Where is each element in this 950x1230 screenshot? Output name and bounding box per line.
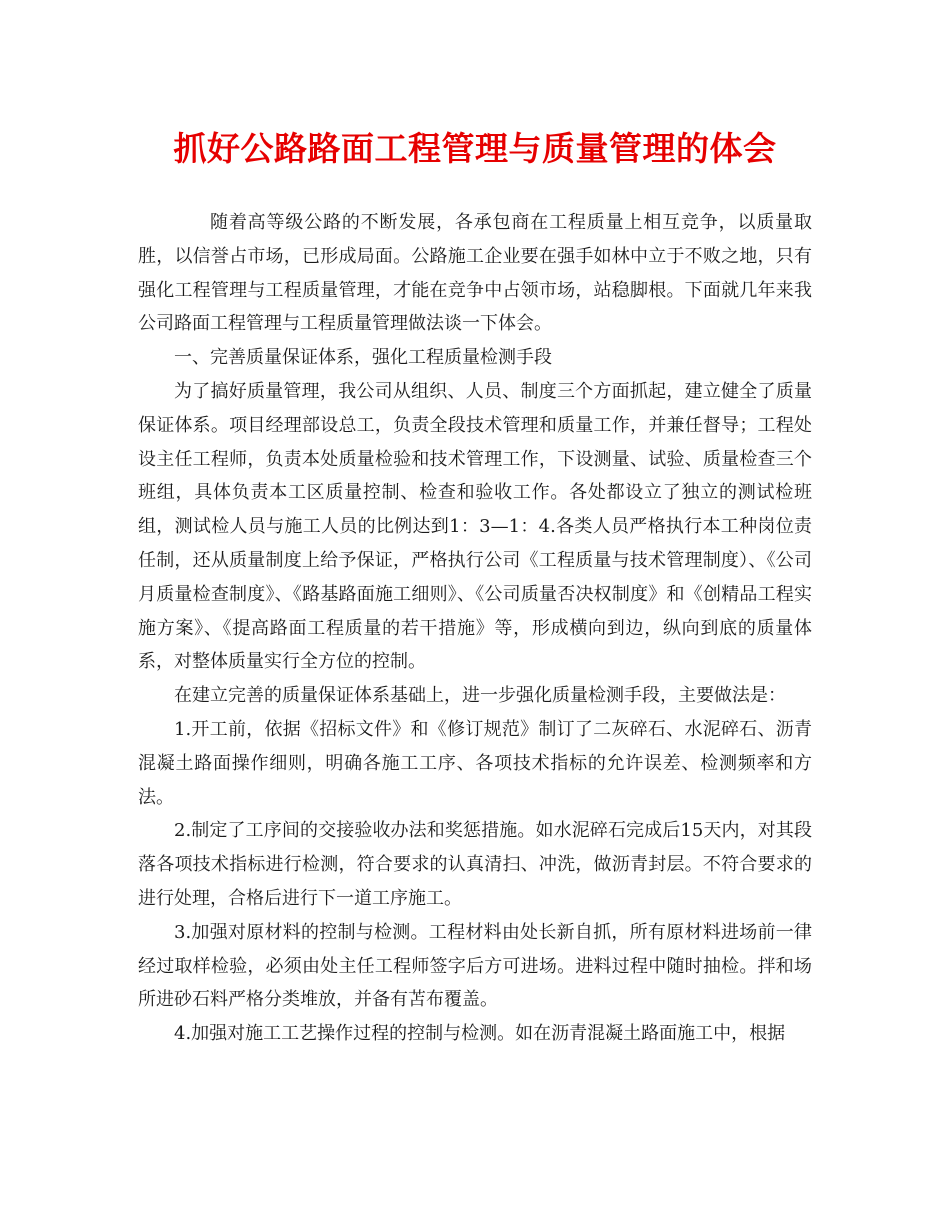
body-paragraph: 为了搞好质量管理，我公司从组织、人员、制度三个方面抓起，建立健全了质量保证体系。项目经理部设总工，负责全段技术管理和质量工作，并兼任督导；工程处设主任工程师，负责本处质量检验和技术管理工作，下设测量、试验、质量检查三个班组，具体负责本工区质量控制、检查和验收工作。各处都设立了独立的测试检班组，测试检人员与施工人员的比例达到1：3—1：4.各类人员严格执行本工种岗位责任制，还从质量制度上给予保证，严格执行公司《工程质量与技术管理制度）、《公司月质量检查制度》、《路基路面施工细则》、《公司质量否决权制度》和《创精品工程实施方案》、《提高路面工程质量的若干措施》等，形成横向到边，纵向到底的质量体系，对整体质量实行全方位的控制。 xyxy=(138,380,812,673)
intro-paragraph: 随着高等级公路的不断发展，各承包商在工程质量上相互竞争，以质量取胜，以信誉占市场，已形成局面。公路施工企业要在强手如林中立于不败之地，只有强化工程管理与工程质量管理，才能在竞争中占领市场，站稳脚根。下面就几年来我公司路面工程管理与工程质量管理做法谈一下体会。 xyxy=(138,212,812,335)
body-paragraph: 在建立完善的质量保证体系基础上，进一步强化质量检测手段，主要做法是： xyxy=(174,685,786,707)
section-heading: 一、完善质量保证体系，强化工程质量检测手段 xyxy=(174,347,552,369)
list-item-3: 3.加强对原材料的控制与检测。工程材料由处长新自抓，所有原材料进场前一律经过取样检验，必须由处主任工程师签字后方可进场。进料过程中随时抽检。拌和场所进砂石料严格分类堆放，并备有苫布覆盖。 xyxy=(138,921,812,1011)
list-item-4: 4.加强对施工工艺操作过程的控制与检测。如在沥青混凝土路面施工中，根据 xyxy=(174,1023,786,1045)
document-title: 抓好公路路面工程管理与质量管理的体会 xyxy=(173,129,777,168)
list-item-2: 2.制定了工序间的交接验收办法和奖惩措施。如水泥碎石完成后15天内，对其段落各项技术指标进行检测，符合要求的认真清扫、冲洗，做沥青封层。不符合要求的进行处理，合格后进行下一道工序施工。 xyxy=(138,820,812,909)
list-item-1: 1.开工前，依据《招标文件》和《修订规范》制订了二灰碎石、水泥碎石、沥青混凝土路面操作细则，明确各施工工序、各项技术指标的允许误差、检测频率和方法。 xyxy=(138,718,812,808)
